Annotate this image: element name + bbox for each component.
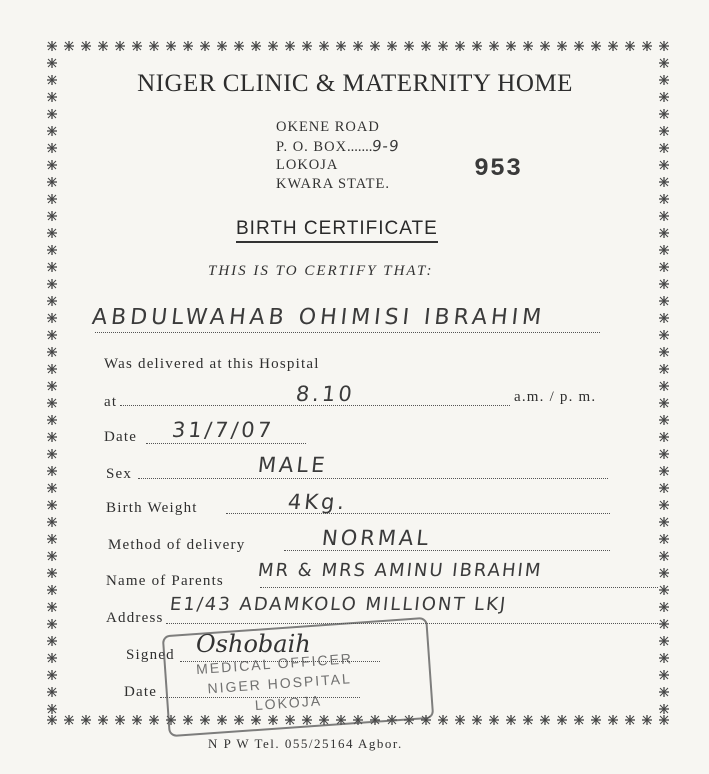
border-ornament <box>659 262 669 272</box>
po-box-handwritten: 9-9 <box>371 136 401 155</box>
border-ornament <box>540 715 550 725</box>
official-stamp <box>162 617 434 737</box>
border-ornament <box>472 715 482 725</box>
address-line-3: LOKOJA <box>276 157 339 173</box>
border-ornament <box>659 211 669 221</box>
border-ornament <box>47 160 57 170</box>
time-value: 8.10 <box>294 382 357 406</box>
border-ornament <box>47 636 57 646</box>
printer-footer: N P W Tel. 055/25164 Agbor. <box>208 736 403 751</box>
border-ornament <box>472 41 482 51</box>
border-ornament <box>659 381 669 391</box>
border-ornament <box>625 41 635 51</box>
border-ornament <box>659 75 669 85</box>
border-ornament <box>47 398 57 408</box>
border-ornament <box>285 41 295 51</box>
border-ornament <box>659 58 669 68</box>
border-ornament <box>659 534 669 544</box>
border-ornament <box>370 41 380 51</box>
border-ornament <box>659 517 669 527</box>
border-ornament <box>455 41 465 51</box>
border-ornament <box>47 75 57 85</box>
border-ornament <box>438 715 448 725</box>
border-ornament <box>404 41 414 51</box>
border-ornament <box>47 704 57 714</box>
border-ornament <box>47 211 57 221</box>
clinic-title: NIGER CLINIC & MATERNITY HOME <box>137 70 573 97</box>
border-ornament <box>149 41 159 51</box>
time-label: at <box>104 394 118 410</box>
border-ornament <box>64 41 74 51</box>
border-ornament <box>47 432 57 442</box>
address-line-4: KWARA STATE. <box>276 175 390 192</box>
border-ornament <box>47 483 57 493</box>
border-ornament <box>47 364 57 374</box>
border-ornament <box>659 109 669 119</box>
border-ornament <box>47 262 57 272</box>
method-value: NORMAL <box>320 526 433 550</box>
signed-label: Signed <box>126 647 175 663</box>
border-ornament <box>659 704 669 714</box>
parents-value: MR & MRS AMINU IBRAHIM <box>256 560 544 581</box>
border-ornament <box>353 41 363 51</box>
border-ornament <box>47 228 57 238</box>
border-ornament <box>47 653 57 663</box>
address-value: E1/43 ADAMKOLO MILLIONT LKJ <box>168 594 509 615</box>
border-ornament <box>659 228 669 238</box>
border-ornament <box>506 41 516 51</box>
weight-value: 4Kg. <box>286 490 349 514</box>
border-ornament <box>659 41 669 51</box>
date2-label: Date <box>124 684 158 700</box>
border-ornament <box>659 330 669 340</box>
border-ornament <box>47 109 57 119</box>
border-ornament <box>132 715 142 725</box>
border-ornament <box>659 415 669 425</box>
border-ornament <box>47 517 57 527</box>
border-ornament <box>659 347 669 357</box>
border-ornament <box>659 313 669 323</box>
border-ornament <box>625 715 635 725</box>
border-ornament <box>234 41 244 51</box>
border-ornament <box>336 41 346 51</box>
border-ornament <box>659 177 669 187</box>
border-ornament <box>659 636 669 646</box>
border-ornament <box>47 58 57 68</box>
border-ornament <box>523 715 533 725</box>
border-ornament <box>608 715 618 725</box>
border-ornament <box>659 585 669 595</box>
border-ornament <box>47 500 57 510</box>
border-ornament <box>659 500 669 510</box>
border-ornament <box>659 432 669 442</box>
border-ornament <box>47 194 57 204</box>
border-ornament <box>591 715 601 725</box>
border-ornament <box>47 330 57 340</box>
border-ornament <box>47 466 57 476</box>
border-ornament <box>47 551 57 561</box>
border-ornament <box>81 715 91 725</box>
border-ornament <box>115 715 125 725</box>
date-value: 31/7/07 <box>170 418 276 442</box>
border-ornament <box>47 449 57 459</box>
border-ornament <box>47 415 57 425</box>
parents-dotted-line <box>260 586 658 588</box>
border-ornament <box>47 143 57 153</box>
border-ornament <box>506 715 516 725</box>
border-ornament <box>319 41 329 51</box>
delivered-label: Was delivered at this Hospital <box>104 356 320 372</box>
border-ornament <box>251 41 261 51</box>
border-ornament <box>47 534 57 544</box>
border-ornament <box>47 41 57 51</box>
border-ornament <box>47 687 57 697</box>
border-ornament <box>421 41 431 51</box>
border-ornament <box>149 715 159 725</box>
border-ornament <box>81 41 91 51</box>
border-ornament <box>659 653 669 663</box>
border-ornament <box>557 715 567 725</box>
serial-number: 953 <box>474 154 523 183</box>
border-ornament <box>489 41 499 51</box>
weight-label: Birth Weight <box>106 500 198 516</box>
border-ornament <box>47 279 57 289</box>
border-ornament <box>64 715 74 725</box>
border-ornament <box>47 296 57 306</box>
border-ornament <box>47 126 57 136</box>
border-ornament <box>659 602 669 612</box>
date-label: Date <box>104 429 138 445</box>
border-ornament <box>47 313 57 323</box>
border-ornament <box>659 143 669 153</box>
method-label: Method of delivery <box>108 537 246 553</box>
border-ornament <box>659 296 669 306</box>
border-ornament <box>47 670 57 680</box>
border-ornament <box>47 92 57 102</box>
address-line-1: OKENE ROAD <box>276 119 380 135</box>
border-ornament <box>47 585 57 595</box>
border-ornament <box>659 466 669 476</box>
border-ornament <box>659 194 669 204</box>
am-pm-label: a.m. / p. m. <box>514 389 597 405</box>
border-ornament <box>47 347 57 357</box>
border-ornament <box>659 670 669 680</box>
border-ornament <box>523 41 533 51</box>
border-ornament <box>642 41 652 51</box>
border-ornament <box>659 279 669 289</box>
border-ornament <box>47 619 57 629</box>
parents-label: Name of Parents <box>106 573 224 589</box>
border-ornament <box>47 602 57 612</box>
border-ornament <box>540 41 550 51</box>
border-ornament <box>659 715 669 725</box>
border-ornament <box>132 41 142 51</box>
border-ornament <box>659 245 669 255</box>
border-ornament <box>217 41 227 51</box>
border-ornament <box>302 41 312 51</box>
border-ornament <box>659 364 669 374</box>
border-ornament <box>166 41 176 51</box>
border-ornament <box>608 41 618 51</box>
border-ornament <box>200 41 210 51</box>
border-ornament <box>659 551 669 561</box>
stamp-line-3: LOKOJA <box>254 692 323 714</box>
border-ornament <box>47 568 57 578</box>
border-ornament <box>98 715 108 725</box>
signature: Oshobaih <box>196 630 311 658</box>
child-name: ABDULWAHAB OHIMISI IBRAHIM <box>90 305 547 330</box>
sex-label: Sex <box>106 466 133 482</box>
border-ornament <box>659 160 669 170</box>
border-ornament <box>489 715 499 725</box>
border-ornament <box>574 41 584 51</box>
border-ornament <box>659 568 669 578</box>
border-ornament <box>455 715 465 725</box>
clinic-address <box>276 118 400 193</box>
border-ornament <box>659 483 669 493</box>
border-ornament <box>387 41 397 51</box>
certify-statement: THIS IS TO CERTIFY THAT: <box>208 263 434 279</box>
border-ornament <box>659 619 669 629</box>
border-ornament <box>47 715 57 725</box>
border-ornament <box>557 41 567 51</box>
border-ornament <box>47 177 57 187</box>
stamp-line-1: MEDICAL OFFICER <box>195 650 354 678</box>
border-ornament <box>98 41 108 51</box>
sex-dotted-line <box>138 477 608 479</box>
border-ornament <box>659 449 669 459</box>
date-dotted-line <box>146 442 306 444</box>
border-ornament <box>574 715 584 725</box>
border-ornament <box>115 41 125 51</box>
border-ornament <box>47 245 57 255</box>
border-ornament <box>47 381 57 391</box>
border-ornament <box>591 41 601 51</box>
border-ornament <box>642 715 652 725</box>
border-ornament <box>183 41 193 51</box>
address-line-2: P. O. BOX.......9-9 <box>276 136 401 155</box>
weight-dotted-line <box>226 512 610 514</box>
border-ornament <box>659 92 669 102</box>
certificate-heading: BIRTH CERTIFICATE <box>236 218 438 243</box>
border-ornament <box>659 398 669 408</box>
border-ornament <box>268 41 278 51</box>
sex-value: MALE <box>256 453 329 477</box>
border-ornament <box>659 126 669 136</box>
address-label: Address <box>106 610 164 626</box>
border-ornament <box>659 687 669 697</box>
border-ornament <box>438 41 448 51</box>
stamp-line-2: NIGER HOSPITAL <box>207 670 353 697</box>
